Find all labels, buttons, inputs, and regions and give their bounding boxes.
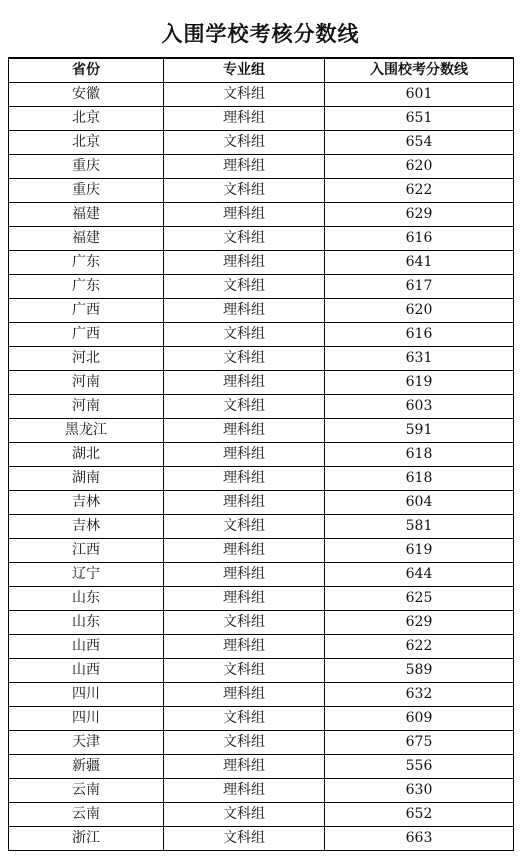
cell-group: 文科组 — [164, 827, 325, 851]
cell-score: 616 — [325, 227, 514, 251]
table-header-row — [9, 58, 514, 83]
cell-province: 江西 — [9, 539, 164, 563]
column-header-group: 专业组 — [164, 58, 325, 83]
table-row — [9, 587, 514, 611]
table-row — [9, 395, 514, 419]
cell-group: 文科组 — [164, 395, 325, 419]
cell-group: 文科组 — [164, 275, 325, 299]
cell-group: 文科组 — [164, 707, 325, 731]
cell-province: 广西 — [9, 299, 164, 323]
column-header-province: 省份 — [9, 58, 164, 83]
cell-group: 文科组 — [164, 731, 325, 755]
cell-province: 山东 — [9, 611, 164, 635]
cell-score: 617 — [325, 275, 514, 299]
table-body — [9, 83, 514, 851]
cell-province: 湖南 — [9, 467, 164, 491]
cell-score: 652 — [325, 803, 514, 827]
cell-score: 622 — [325, 179, 514, 203]
table-row — [9, 491, 514, 515]
cell-group: 文科组 — [164, 179, 325, 203]
table-row — [9, 347, 514, 371]
table-row — [9, 659, 514, 683]
cell-province: 新疆 — [9, 755, 164, 779]
table-row — [9, 707, 514, 731]
cell-province: 黑龙江 — [9, 419, 164, 443]
cell-group: 理科组 — [164, 683, 325, 707]
cell-score: 644 — [325, 563, 514, 587]
cell-province: 湖北 — [9, 443, 164, 467]
table-row — [9, 179, 514, 203]
table-row — [9, 683, 514, 707]
cell-province: 北京 — [9, 131, 164, 155]
cell-province: 吉林 — [9, 491, 164, 515]
cell-group: 文科组 — [164, 803, 325, 827]
cell-score: 663 — [325, 827, 514, 851]
cell-score: 618 — [325, 443, 514, 467]
cell-province: 山西 — [9, 635, 164, 659]
cell-score: 601 — [325, 83, 514, 107]
table-row — [9, 443, 514, 467]
cell-score: 609 — [325, 707, 514, 731]
cell-group: 理科组 — [164, 155, 325, 179]
table-row — [9, 539, 514, 563]
table-row — [9, 371, 514, 395]
table-row — [9, 611, 514, 635]
cell-group: 理科组 — [164, 251, 325, 275]
cell-group: 文科组 — [164, 515, 325, 539]
cell-group: 文科组 — [164, 611, 325, 635]
cell-province: 重庆 — [9, 179, 164, 203]
cell-group: 理科组 — [164, 635, 325, 659]
cell-province: 广东 — [9, 251, 164, 275]
table-row — [9, 299, 514, 323]
cell-group: 理科组 — [164, 203, 325, 227]
cell-province: 北京 — [9, 107, 164, 131]
cell-score: 556 — [325, 755, 514, 779]
cell-province: 河南 — [9, 371, 164, 395]
cell-score: 620 — [325, 155, 514, 179]
cell-score: 603 — [325, 395, 514, 419]
cell-group: 理科组 — [164, 563, 325, 587]
table-row — [9, 803, 514, 827]
table-row — [9, 155, 514, 179]
cell-group: 理科组 — [164, 779, 325, 803]
cell-score: 616 — [325, 323, 514, 347]
cell-score: 619 — [325, 371, 514, 395]
cell-score: 629 — [325, 611, 514, 635]
cell-group: 理科组 — [164, 443, 325, 467]
cell-group: 理科组 — [164, 587, 325, 611]
table-row — [9, 731, 514, 755]
table-row — [9, 635, 514, 659]
cell-province: 云南 — [9, 803, 164, 827]
cell-group: 理科组 — [164, 371, 325, 395]
cell-group: 文科组 — [164, 83, 325, 107]
table-row — [9, 755, 514, 779]
column-header-score: 入围校考分数线 — [325, 58, 514, 83]
table-row — [9, 779, 514, 803]
cell-province: 天津 — [9, 731, 164, 755]
cell-score: 591 — [325, 419, 514, 443]
table-row — [9, 83, 514, 107]
cell-group: 理科组 — [164, 491, 325, 515]
page-title: 入围学校考核分数线 — [161, 22, 360, 46]
table-row — [9, 251, 514, 275]
cell-province: 四川 — [9, 707, 164, 731]
cell-province: 河南 — [9, 395, 164, 419]
cell-score: 581 — [325, 515, 514, 539]
table-row — [9, 275, 514, 299]
table-row — [9, 515, 514, 539]
score-table — [8, 57, 514, 851]
cell-group: 理科组 — [164, 419, 325, 443]
cell-group: 理科组 — [164, 539, 325, 563]
cell-group: 文科组 — [164, 659, 325, 683]
cell-score: 618 — [325, 467, 514, 491]
table-row — [9, 419, 514, 443]
cell-score: 629 — [325, 203, 514, 227]
cell-score: 631 — [325, 347, 514, 371]
cell-score: 654 — [325, 131, 514, 155]
cell-score: 675 — [325, 731, 514, 755]
cell-province: 辽宁 — [9, 563, 164, 587]
table-row — [9, 827, 514, 851]
cell-score: 604 — [325, 491, 514, 515]
cell-score: 632 — [325, 683, 514, 707]
cell-province: 广东 — [9, 275, 164, 299]
cell-province: 广西 — [9, 323, 164, 347]
cell-group: 文科组 — [164, 131, 325, 155]
cell-score: 622 — [325, 635, 514, 659]
cell-province: 福建 — [9, 227, 164, 251]
cell-province: 浙江 — [9, 827, 164, 851]
cell-group: 理科组 — [164, 755, 325, 779]
cell-province: 山东 — [9, 587, 164, 611]
cell-group: 理科组 — [164, 299, 325, 323]
cell-score: 589 — [325, 659, 514, 683]
cell-score: 625 — [325, 587, 514, 611]
cell-province: 河北 — [9, 347, 164, 371]
cell-province: 福建 — [9, 203, 164, 227]
cell-group: 文科组 — [164, 347, 325, 371]
cell-province: 山西 — [9, 659, 164, 683]
cell-score: 620 — [325, 299, 514, 323]
cell-province: 安徽 — [9, 83, 164, 107]
cell-province: 云南 — [9, 779, 164, 803]
cell-province: 四川 — [9, 683, 164, 707]
cell-score: 651 — [325, 107, 514, 131]
table-row — [9, 227, 514, 251]
cell-score: 619 — [325, 539, 514, 563]
cell-group: 文科组 — [164, 227, 325, 251]
cell-group: 理科组 — [164, 107, 325, 131]
table-row — [9, 203, 514, 227]
table-row — [9, 563, 514, 587]
cell-score: 641 — [325, 251, 514, 275]
cell-score: 630 — [325, 779, 514, 803]
cell-group: 理科组 — [164, 467, 325, 491]
table-row — [9, 131, 514, 155]
cell-group: 文科组 — [164, 323, 325, 347]
cell-province: 吉林 — [9, 515, 164, 539]
table-row — [9, 323, 514, 347]
table-row — [9, 467, 514, 491]
table-row — [9, 107, 514, 131]
cell-province: 重庆 — [9, 155, 164, 179]
